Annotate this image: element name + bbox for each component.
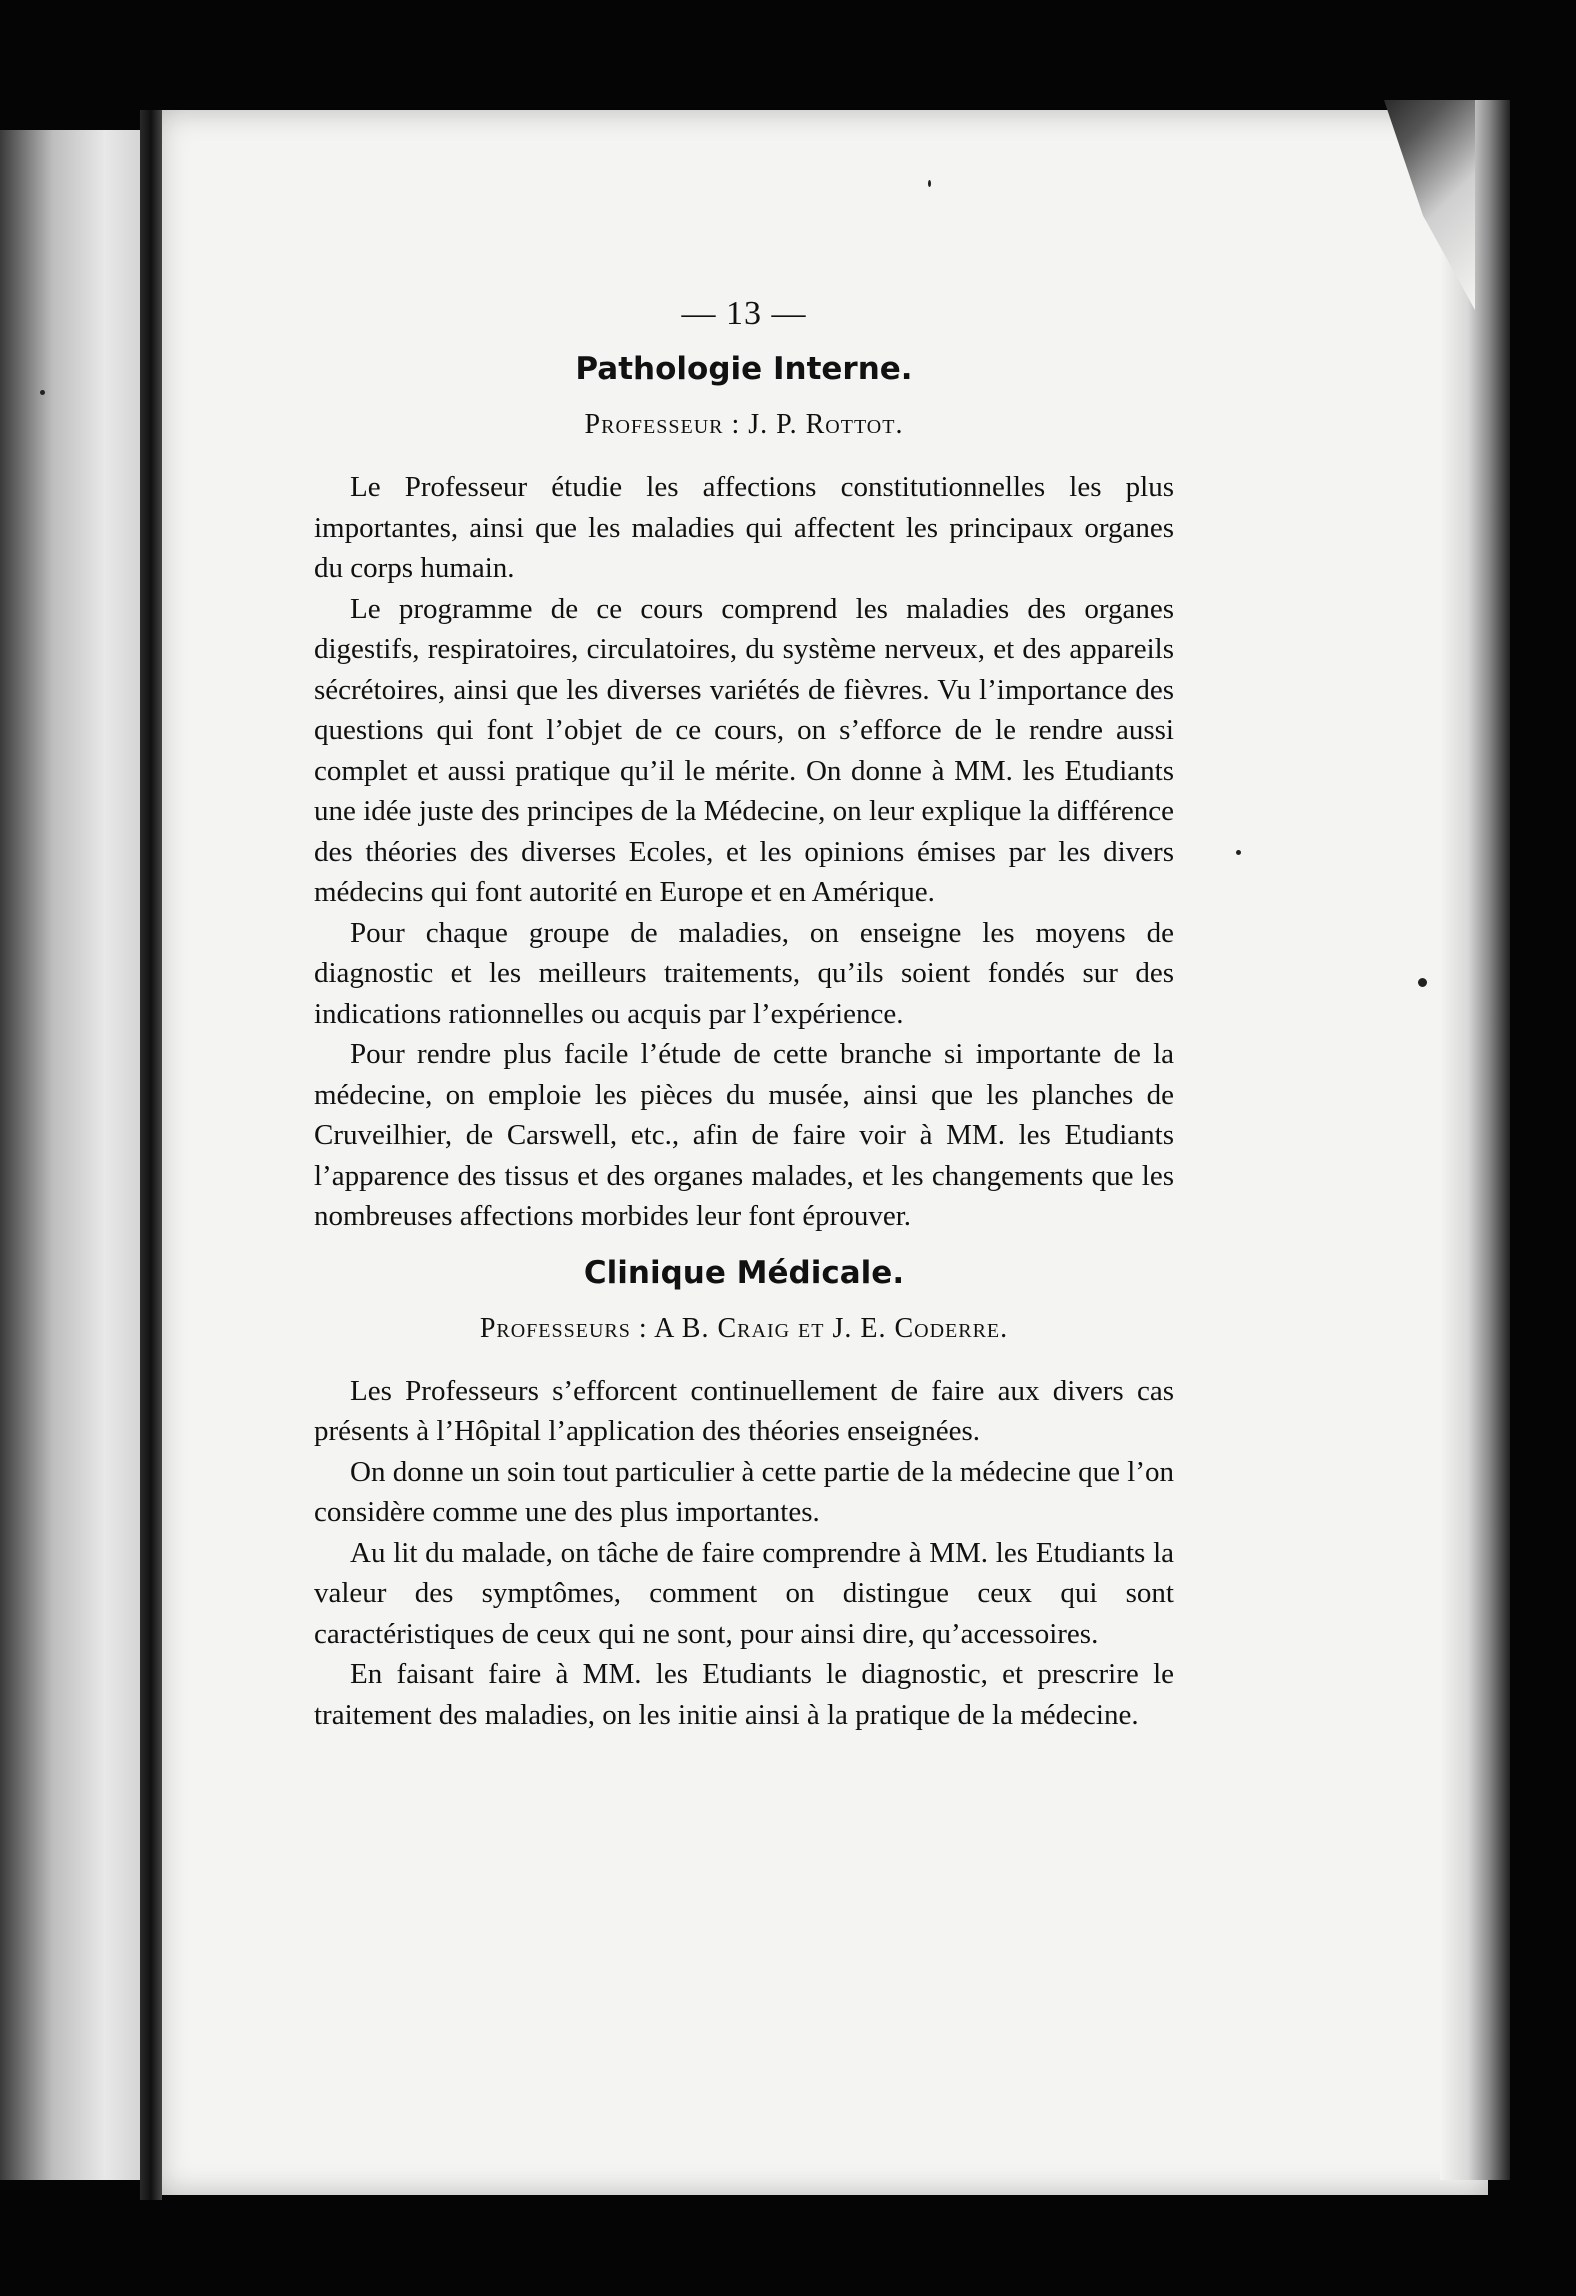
paragraph: Le Professeur étudie les affections constitutionnelles les plus importantes, ainsi que les maladies qui affectent les principaux organes du corps humain. <box>314 471 1174 584</box>
paragraph: En faisant faire à MM. les Etudiants le diagnostic, et prescrire le traitement des maladies, on les initie ainsi à la pratique de la médecine. <box>314 1658 1174 1731</box>
section-professor-pathologie: Professeur : J. P. Rottot. <box>584 409 904 440</box>
scan-speck <box>40 390 45 395</box>
paragraph: Le programme de ce cours comprend les maladies des organes digestifs, respiratoires, circulatoires, du système nerveux, et des appareils sécrétoires, ainsi que les diverses variétés de fièvres. Vu l’importance des questions qui font l’objet de ce cours, on s’efforce de le rendre aussi complet et aussi pratique qu’il le mérite. On donne à MM. les Etudiants une idée juste des principes de la Médecine, on leur explique la différence des théories des diverses Ecoles, et les opinions émises par les divers médecins qui font autorité en Europe et en Amérique. <box>314 592 1174 908</box>
paragraph: Les Professeurs s’efforcent continuellement de faire aux divers cas présents à l’Hôpital l’application des théories enseignées. <box>314 1374 1174 1447</box>
section-professor-clinique: Professeurs : A B. Craig et J. E. Coderre. <box>479 1312 1009 1344</box>
facing-page-edge <box>0 130 150 2180</box>
page-text <box>314 295 1174 1735</box>
scan-speck <box>928 180 931 187</box>
page-right-edge <box>1440 100 1510 2180</box>
section-title-pathologie: Pathologie Interne. <box>575 351 913 387</box>
paragraph: On donne un soin tout particulier à cette partie de la médecine que l’on considère comme une des plus importantes. <box>314 1455 1174 1528</box>
paragraph: Pour chaque groupe de maladies, on enseigne les moyens de diagnostic et les meilleurs traitements, qu’ils soient fondés sur des indications rationnelles ou acquis par l’expérience. <box>314 916 1174 1030</box>
scan-speck <box>1236 850 1241 855</box>
page-number: — 13 — <box>681 295 807 332</box>
paragraph: Pour rendre plus facile l’étude de cette branche si importante de la médecine, on emploie les pièces du musée, ainsi que les planches de Cruveilhier, de Carswell, etc., afin de faire voir à MM. les Etudiants l’apparence des tissus et des organes malades, et les changements que les nombreuses affections morbides leur font éprouver. <box>314 1038 1174 1232</box>
paragraph: Au lit du malade, on tâche de faire comprendre à MM. les Etudiants la valeur des symptômes, comment on distingue ceux qui sont caractéristiques de ceux qui ne sont, pour ainsi dire, qu’accessoires. <box>314 1536 1174 1650</box>
scan-speck <box>1418 978 1427 987</box>
book-gutter <box>140 110 162 2200</box>
section-title-clinique: Clinique Médicale. <box>583 1254 905 1291</box>
